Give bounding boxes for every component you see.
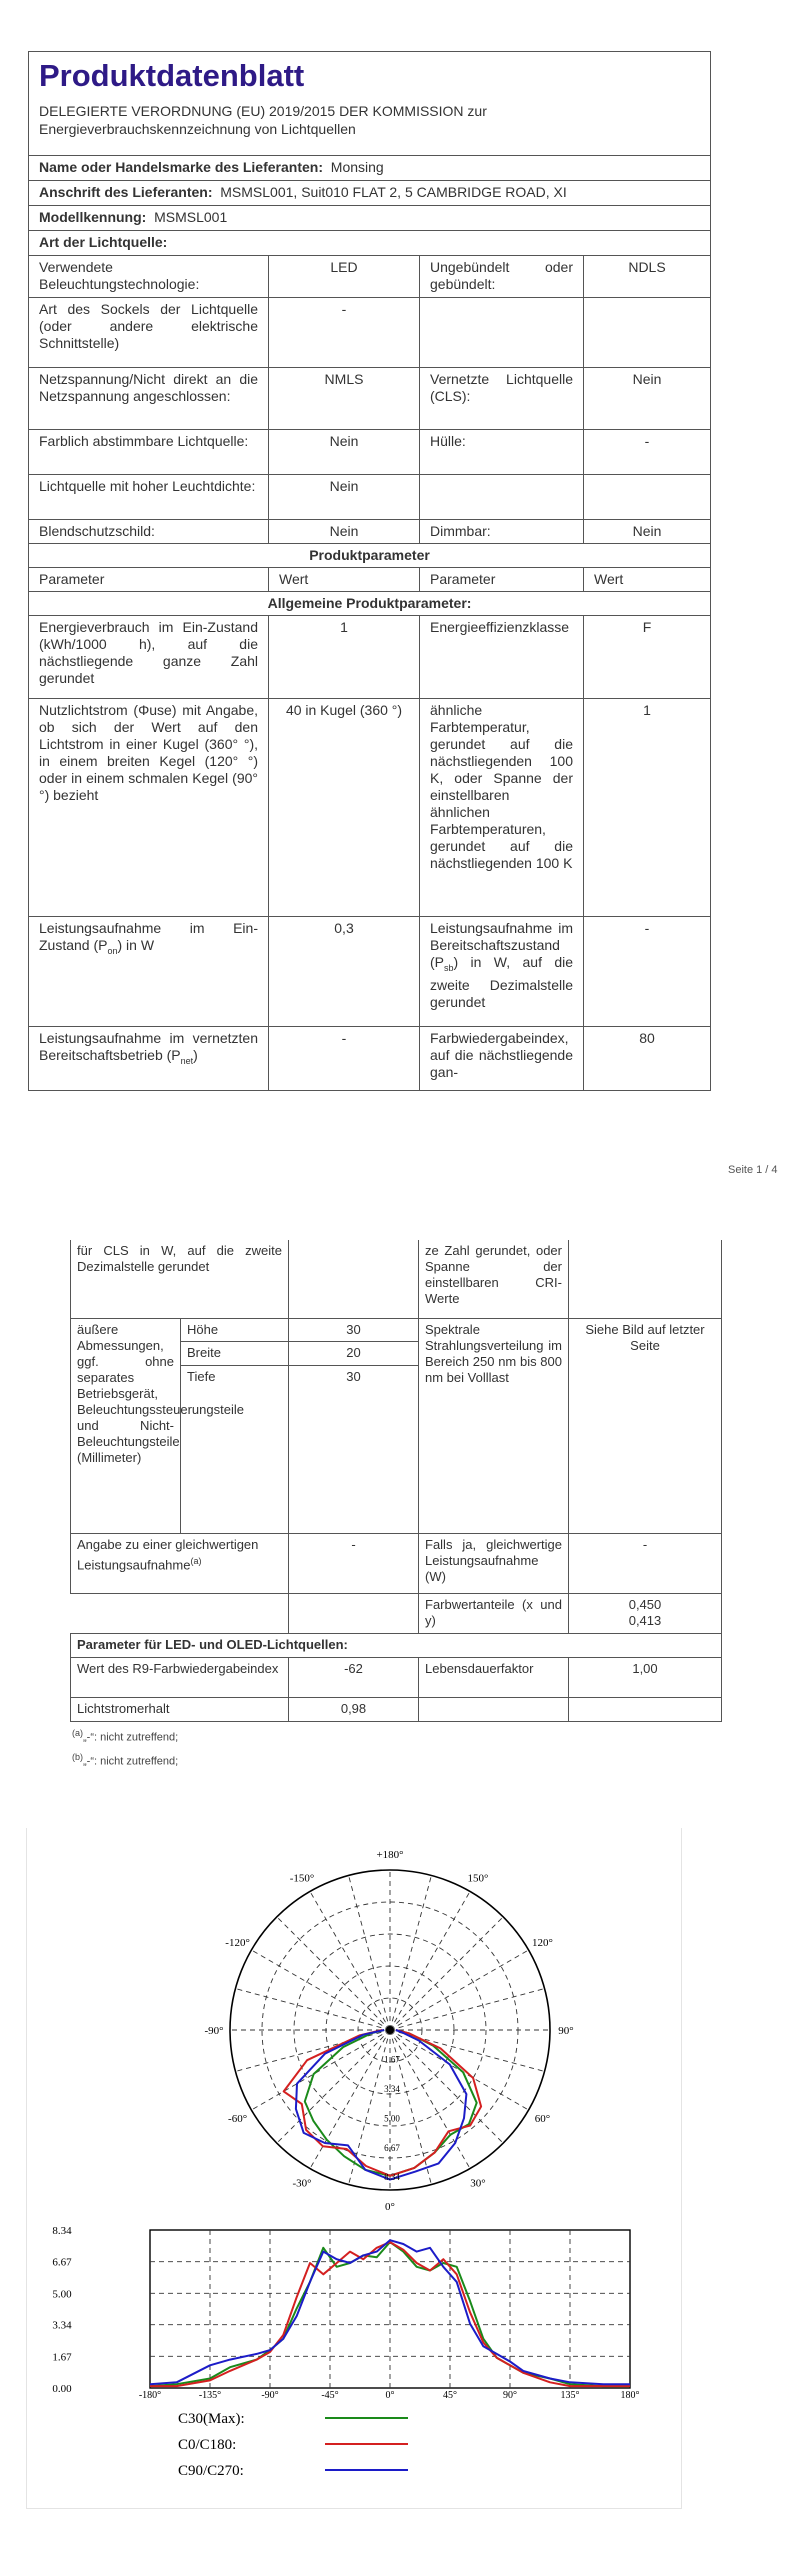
- polar-center: [386, 2026, 394, 2034]
- cell-label: Dimmbar:: [420, 520, 584, 544]
- polar-angle-label: 60°: [534, 2113, 551, 2125]
- x-tick-label: 45°: [443, 2390, 457, 2401]
- polar-angle-label: 150°: [467, 1872, 489, 1885]
- polar-angle-label: -120°: [225, 1937, 250, 1949]
- polar-spoke: [251, 1950, 390, 2030]
- chart-legend: [178, 2411, 408, 2479]
- polar-spoke: [349, 2030, 390, 2185]
- param-row: [29, 917, 711, 1027]
- polar-radial-label: 3.34: [384, 2083, 400, 2094]
- polar-spoke: [390, 1891, 470, 2030]
- polar-spoke: [390, 1917, 503, 2030]
- spd-label: Spektrale Strahlungsverteilung im Bereich 250 nm bis 800 nm bei Volllast: [419, 1318, 569, 1533]
- title-block: [29, 52, 711, 156]
- product-params-heading: Produktparameter: [29, 544, 711, 568]
- x-tick-label: 135°: [560, 2390, 580, 2401]
- chromaticity-value: 0,450 0,413: [569, 1593, 722, 1633]
- flux-value: 40 in Kugel (360 °): [269, 699, 420, 917]
- polar-radial-label: 5.00: [384, 2113, 400, 2124]
- dimension-name: Breite: [181, 1342, 289, 1366]
- cell-value: Nein: [269, 430, 420, 475]
- cell-value: Nein: [269, 475, 420, 520]
- supplier-address-label: Anschrift des Lieferanten:: [39, 184, 213, 200]
- cell-value: Nein: [584, 368, 711, 430]
- polar-radial-label: 6.67: [384, 2142, 400, 2153]
- cell-label: Farblich abstimmbare Lichtquelle:: [29, 430, 269, 475]
- spd-value: Siehe Bild auf letzter Seite: [569, 1318, 722, 1533]
- model-label: Modellkennung:: [39, 209, 147, 225]
- cell-label: Lichtquelle mit hoher Leuchtdichte:: [29, 475, 269, 520]
- cell-value: [584, 298, 711, 368]
- line-label-group: [52, 2225, 639, 2401]
- polar-angle-label: 30°: [470, 2177, 486, 2190]
- polar-series-line: [284, 2030, 481, 2176]
- supplier-name-label: Name oder Handelsmarke des Lieferanten:: [39, 159, 323, 175]
- cct-value: 1: [584, 699, 711, 917]
- polar-angle-label: -90°: [204, 2025, 224, 2037]
- polar-intensity-diagram: [180, 1845, 600, 2215]
- survival-factor-value: 1,00: [569, 1657, 722, 1697]
- energy-value: 1: [269, 616, 420, 699]
- polar-angle-label: 0°: [385, 2201, 395, 2213]
- cell-label: Art des Sockels der Lichtquelle (oder andere elektrische Schnittstelle): [29, 298, 269, 368]
- x-tick-label: 0°: [385, 2390, 395, 2401]
- polar-radial-label: 1.67: [384, 2054, 400, 2065]
- survival-factor-label: Lebensdauerfaktor: [419, 1657, 569, 1697]
- polar-spoke: [310, 1891, 390, 2030]
- polar-angle-label: 90°: [558, 2025, 574, 2037]
- cell-value: -: [269, 298, 420, 368]
- empty-cell: [569, 1697, 722, 1721]
- column-header-row: [29, 568, 711, 592]
- empty-cell: [71, 1593, 289, 1633]
- supplier-name-value: Monsing: [330, 159, 384, 175]
- supplier-name-row: [29, 156, 711, 181]
- light-source-row: [29, 368, 711, 430]
- supplier-address-value: MSMSL001, Suit010 FLAT 2, 5 CAMBRIDGE ROAD, XI: [220, 184, 567, 200]
- dimension-value: 20: [289, 1342, 419, 1366]
- cell-value: LED: [269, 256, 420, 298]
- dimension-value: 30: [289, 1318, 419, 1342]
- equivalent-power-w-value: -: [569, 1533, 722, 1593]
- chromaticity-label: Farbwertanteile (x und y): [419, 1593, 569, 1633]
- polar-angle-label: -30°: [292, 2177, 312, 2190]
- dimensions-label: äußere Abmessungen, ggf. ohne separates Betriebsgerät, Beleuchtungssteuerungsteile und Nicht-Beleuchtungsteile (Millimeter): [71, 1318, 181, 1533]
- cell-label: Ungebündelt oder gebündelt:: [420, 256, 584, 298]
- y-tick-label: 8.34: [52, 2225, 72, 2237]
- light-source-heading: Art der Lichtquelle:: [29, 231, 711, 256]
- x-tick-label: 180°: [620, 2390, 640, 2401]
- regulation-subtitle: DELEGIERTE VERORDNUNG (EU) 2019/2015 DER KOMMISSION zur Energieverbrauchskennzeichnung von Lichtquellen: [39, 103, 487, 137]
- cri-label-continued: ze Zahl gerundet, oder Spanne der einstellbaren CRI-Werte: [419, 1240, 569, 1318]
- cell-label: Verwendete Beleuchtungstechnologie:: [29, 256, 269, 298]
- dimension-value: 30: [289, 1365, 419, 1533]
- cell-value: Nein: [269, 520, 420, 544]
- empty-cell: [289, 1593, 419, 1633]
- datasheet-page-2: [70, 1240, 721, 1771]
- polar-series-group: [284, 2030, 481, 2183]
- polar-spoke: [390, 2030, 503, 2143]
- pon-value: 0,3: [269, 917, 420, 1027]
- y-tick-label: 1.67: [52, 2351, 72, 2364]
- cell-value: NDLS: [584, 256, 711, 298]
- light-source-row: [29, 475, 711, 520]
- polar-spoke: [390, 2030, 470, 2169]
- flux-label: Nutzlichtstrom (Φuse) mit Angabe, ob sich der Wert auf den Lichtstrom in einer Kugel (360° °), in einem breiten Kegel (120° °) oder in einem schmalen Kegel (90° °) bezieht: [29, 699, 269, 917]
- dimension-name: Tiefe: [181, 1365, 289, 1533]
- light-source-row: [29, 298, 711, 368]
- energy-label: Energieverbrauch im Ein-Zustand (kWh/1000 h), auf die nächstliegende ganze Zahl gerundet: [29, 616, 269, 699]
- x-tick-label: -45°: [321, 2390, 339, 2401]
- x-tick-label: 90°: [503, 2390, 517, 2401]
- param-row: [71, 1593, 722, 1633]
- lumen-maintenance-label: Lichtstromerhalt: [71, 1697, 289, 1721]
- x-tick-label: -90°: [261, 2390, 279, 2401]
- y-tick-label: 3.34: [52, 2319, 72, 2332]
- light-source-row: [29, 520, 711, 544]
- polar-angle-label: -60°: [228, 2113, 248, 2125]
- cri-value: 80: [584, 1027, 711, 1091]
- polar-radial-label: 8.34: [384, 2172, 400, 2183]
- dimension-name: Höhe: [181, 1318, 289, 1342]
- cri-label: Farbwiedergabeindex, auf die nächstliegende gan-: [420, 1027, 584, 1091]
- column-header: Parameter: [420, 568, 584, 592]
- equivalent-power-label: Angabe zu einer gleichwertigen Leistungsaufnahme$^{(a)}$: [71, 1533, 289, 1593]
- polar-spoke: [390, 1950, 529, 2030]
- x-tick-label: -180°: [138, 2390, 162, 2401]
- datasheet-table: [28, 51, 711, 1091]
- empty-cell: [289, 1240, 419, 1318]
- column-header: Parameter: [29, 568, 269, 592]
- empty-cell: [419, 1697, 569, 1721]
- param-row: [71, 1657, 722, 1697]
- light-source-row: [29, 430, 711, 475]
- polar-spoke: [277, 1917, 390, 2030]
- pnet-label: Leistungsaufnahme im vernetzten Bereitschaftsbetrieb $(P_{net})$: [29, 1027, 269, 1091]
- efficiency-class-value: F: [584, 616, 711, 699]
- legend-label: C0/C180:: [178, 2437, 237, 2453]
- page-number: Seite 1 / 4: [728, 1164, 778, 1176]
- intensity-line-chart: [40, 2220, 660, 2510]
- r9-label: Wert des R9-Farbwiedergabeindex: [71, 1657, 289, 1697]
- cell-label: Netzspannung/Nicht direkt an die Netzspannung angeschlossen:: [29, 368, 269, 430]
- polar-angle-label: 120°: [531, 1937, 553, 1949]
- led-params-heading: Parameter für LED- und OLED-Lichtquellen:: [71, 1633, 722, 1657]
- footnote-a: $^{(a)}$„-“: nicht zutreffend;: [72, 1727, 179, 1744]
- cell-label: Vernetzte Lichtquelle (CLS):: [420, 368, 584, 430]
- column-header: Wert: [584, 568, 711, 592]
- polar-spoke: [251, 2030, 390, 2110]
- param-row: [29, 1027, 711, 1091]
- y-tick-label: 5.00: [52, 2288, 72, 2301]
- polar-spoke: [390, 1989, 545, 2030]
- polar-angle-label: +180°: [376, 1849, 404, 1861]
- empty-cell: [569, 1240, 722, 1318]
- plot-area-frame: [150, 2230, 630, 2388]
- cell-value: -: [584, 430, 711, 475]
- param-row: [71, 1697, 722, 1721]
- legend-label: C30(Max):: [178, 2411, 245, 2427]
- equivalent-power-value: -: [289, 1533, 419, 1593]
- legend-label: C90/C270:: [178, 2463, 244, 2479]
- cell-label: Hülle:: [420, 430, 584, 475]
- polar-spoke: [349, 1875, 390, 2030]
- footnote-b: $^{(b)}$„-“: nicht zutreffend;: [72, 1752, 179, 1768]
- lumen-maintenance-value: 0,98: [289, 1697, 419, 1721]
- column-header: Wert: [269, 568, 420, 592]
- equivalent-power-w-label: Falls ja, gleichwertige Leistungsaufnahme (W): [419, 1533, 569, 1593]
- cell-value: Nein: [584, 520, 711, 544]
- light-source-row: [29, 256, 711, 298]
- cell-value: [584, 475, 711, 520]
- polar-spoke: [235, 1989, 390, 2030]
- line-grid: [150, 2230, 630, 2388]
- cell-label: [420, 475, 584, 520]
- pon-label: Leistungsaufnahme im Ein-Zustand $(P_{on})$ in W: [29, 917, 269, 1027]
- cct-label: ähnliche Farbtemperatur, gerundet auf die nächstliegenden 100 K, oder Spanne der einstellbaren ähnlichen Farbtemperaturen, gerundet auf die nächstliegenden 100 K: [420, 699, 584, 917]
- y-tick-label: 0.00: [52, 2383, 72, 2395]
- param-row: [71, 1240, 722, 1318]
- r9-value: -62: [289, 1657, 419, 1697]
- datasheet-page-1: [28, 51, 710, 1091]
- psb-value: -: [584, 917, 711, 1027]
- efficiency-class-label: Energieeffizienzklasse: [420, 616, 584, 699]
- page-title: Produktdatenblatt: [39, 58, 305, 93]
- param-row: [71, 1533, 722, 1593]
- cell-label: Blendschutzschild:: [29, 520, 269, 544]
- cell-value: NMLS: [269, 368, 420, 430]
- y-tick-label: 6.67: [52, 2256, 72, 2269]
- polar-spoke: [390, 2030, 431, 2185]
- model-value: MSMSL001: [154, 209, 228, 225]
- cell-label: [420, 298, 584, 368]
- param-row: [29, 616, 711, 699]
- pnet-value: -: [269, 1027, 420, 1091]
- model-row: [29, 206, 711, 231]
- polar-spoke: [390, 1875, 431, 2030]
- general-params-heading: Allgemeine Produktparameter:: [29, 592, 711, 616]
- psb-label: Leistungsaufnahme im Bereitschaftszustand $(P_{sb})$ in W, auf die zweite Dezimalstelle gerundet: [420, 917, 584, 1027]
- param-row: [29, 699, 711, 917]
- param-row: [71, 1318, 722, 1342]
- pnet-label-continued: für CLS in W, auf die zweite Dezimalstelle gerundet: [71, 1240, 289, 1318]
- polar-angle-label: -150°: [289, 1872, 315, 1885]
- datasheet-table-continued: [70, 1240, 722, 1722]
- supplier-address-row: [29, 181, 711, 206]
- x-tick-label: -135°: [198, 2390, 222, 2401]
